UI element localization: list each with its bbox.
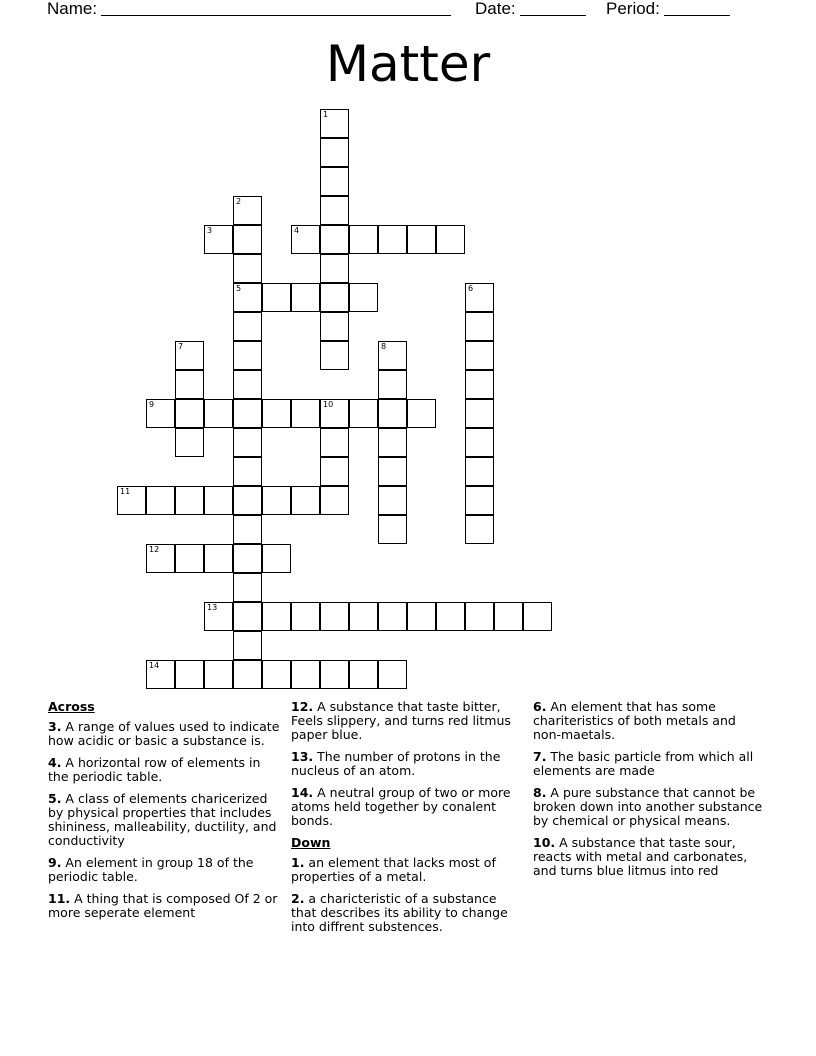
clue-item [48,892,280,920]
grid-cell[interactable] [233,341,262,370]
page-title: Matter [325,35,491,93]
grid-cell[interactable] [233,544,262,573]
clue-item [48,756,280,784]
clue-number: 1 [323,110,329,119]
clue-item-number: 4. [48,755,62,770]
grid-cell[interactable] [291,660,320,689]
grid-cell[interactable] [291,399,320,428]
grid-cell[interactable] [378,602,407,631]
grid-cell[interactable] [175,341,204,370]
grid-cell[interactable] [320,196,349,225]
clue-item-text: A thing that is composed Of 2 or more seperate element [48,891,278,920]
grid-cell[interactable] [175,660,204,689]
grid-cell[interactable] [320,225,349,254]
grid-cell[interactable] [436,602,465,631]
grid-cell[interactable] [291,486,320,515]
clues-column-1 [48,700,280,928]
clue-item-number: 12. [291,699,314,714]
down-heading: Down [291,835,331,850]
grid-cell[interactable] [146,399,175,428]
grid-cell[interactable] [465,341,494,370]
grid-cell[interactable] [175,399,204,428]
grid-cell[interactable] [349,602,378,631]
clue-item [48,856,280,884]
clue-number: 12 [149,545,160,554]
grid-cell[interactable] [204,544,233,573]
clue-item-text: A substance that taste sour, reacts with metal and carbonates, and turns blue litmus into red [533,835,748,878]
clue-number: 6 [468,284,474,293]
grid-cell[interactable] [465,283,494,312]
clue-item-text: a charicteristic of a substance that describes its ability to change into diffrent substences. [291,891,508,934]
clue-item [533,700,765,742]
grid-cell[interactable] [378,399,407,428]
clue-item [291,700,523,742]
grid-cell[interactable] [262,544,291,573]
clue-item-number: 5. [48,791,62,806]
clue-item-text: A class of elements charicerized by physical properties that includes shininess, malleability, ductility, and conductivity [48,791,277,848]
grid-cell[interactable] [465,428,494,457]
across-heading: Across [48,699,95,714]
grid-cell[interactable] [233,370,262,399]
clues-column-3 [533,700,765,886]
clue-item [291,892,523,934]
grid-cell[interactable] [494,602,523,631]
clue-number: 10 [323,400,334,409]
grid-cell[interactable] [233,486,262,515]
grid-cell[interactable] [204,225,233,254]
grid-cell[interactable] [146,486,175,515]
grid-cell[interactable] [320,602,349,631]
clue-item [533,750,765,778]
grid-cell[interactable] [204,399,233,428]
grid-cell[interactable] [233,457,262,486]
grid-cell[interactable] [465,515,494,544]
clue-item [533,836,765,878]
grid-cell[interactable] [407,225,436,254]
grid-cell[interactable] [465,486,494,515]
grid-cell[interactable] [233,602,262,631]
clue-item-text: A neutral group of two or more atoms held together by conalent bonds. [291,785,511,828]
clue-item-number: 6. [533,699,547,714]
grid-cell[interactable] [204,660,233,689]
clue-item-number: 7. [533,749,547,764]
grid-cell[interactable] [320,660,349,689]
grid-cell[interactable] [320,254,349,283]
clue-item [533,786,765,828]
clue-item-text: The number of protons in the nucleus of an atom. [291,749,501,778]
grid-cell[interactable] [378,370,407,399]
grid-cell[interactable] [465,602,494,631]
clue-number: 14 [149,661,160,670]
clue-item [291,856,523,884]
clue-item-number: 9. [48,855,62,870]
clue-number: 9 [149,400,155,409]
clue-number: 3 [207,226,213,235]
grid-cell[interactable] [378,660,407,689]
grid-cell[interactable] [233,254,262,283]
clue-number: 13 [207,603,218,612]
grid-cell[interactable] [233,660,262,689]
clue-item-text: The basic particle from which all elements are made [533,749,754,778]
grid-cell[interactable] [262,486,291,515]
grid-cell[interactable] [146,660,175,689]
grid-cell[interactable] [175,486,204,515]
grid-cell[interactable] [523,602,552,631]
clue-item [291,750,523,778]
grid-cell[interactable] [233,428,262,457]
clue-item-number: 10. [533,835,556,850]
grid-cell[interactable] [262,602,291,631]
clue-number: 4 [294,226,300,235]
grid-cell[interactable] [320,167,349,196]
grid-cell[interactable] [349,399,378,428]
grid-cell[interactable] [175,370,204,399]
clue-number: 8 [381,342,387,351]
clue-item-number: 3. [48,719,62,734]
grid-cell[interactable] [204,486,233,515]
clue-item-text: A substance that taste bitter, Feels slippery, and turns red litmus paper blue. [291,699,511,742]
grid-cell[interactable] [204,602,233,631]
grid-cell[interactable] [146,544,175,573]
grid-cell[interactable] [262,660,291,689]
clue-item-number: 1. [291,855,305,870]
grid-cell[interactable] [175,428,204,457]
grid-cell[interactable] [291,602,320,631]
clues-column-2 [291,700,523,942]
grid-cell[interactable] [233,312,262,341]
clue-item [291,786,523,828]
grid-cell[interactable] [320,399,349,428]
grid-cell[interactable] [465,457,494,486]
grid-cell[interactable] [320,138,349,167]
clue-number: 2 [236,197,242,206]
clue-number: 11 [120,487,131,496]
name-label: Name: [47,0,98,18]
clue-item-number: 2. [291,891,305,906]
grid-cell[interactable] [349,225,378,254]
grid-cell[interactable] [320,312,349,341]
grid-cell[interactable] [349,283,378,312]
clue-item-number: 11. [48,891,71,906]
grid-cell[interactable] [291,225,320,254]
grid-cell[interactable] [233,225,262,254]
grid-cell[interactable] [320,486,349,515]
grid-cell[interactable] [407,399,436,428]
grid-cell[interactable] [233,283,262,312]
clue-item-text: An element that has some chariteristics of both metals and non-maetals. [533,699,736,742]
clue-item-text: A pure substance that cannot be broken down into another substance by chemical or physical means. [533,785,763,828]
period-label: Period: [606,0,660,18]
grid-cell[interactable] [465,312,494,341]
grid-cell[interactable] [233,399,262,428]
grid-cell[interactable] [233,631,262,660]
clue-item-number: 13. [291,749,314,764]
grid-cell[interactable] [407,602,436,631]
grid-cell[interactable] [320,341,349,370]
grid-cell[interactable] [378,486,407,515]
grid-cell[interactable] [436,225,465,254]
grid-cell[interactable] [320,283,349,312]
grid-cell[interactable] [378,341,407,370]
grid-cell[interactable] [465,370,494,399]
grid-cell[interactable] [378,428,407,457]
grid-cell[interactable] [175,544,204,573]
clue-number: 5 [236,284,242,293]
grid-cell[interactable] [320,109,349,138]
grid-cell[interactable] [117,486,146,515]
grid-cell[interactable] [320,457,349,486]
grid-cell[interactable] [465,399,494,428]
grid-cell[interactable] [262,283,291,312]
grid-cell[interactable] [320,428,349,457]
grid-cell[interactable] [233,196,262,225]
clue-item-text: an element that lacks most of properties of a metal. [291,855,496,884]
grid-cell[interactable] [291,283,320,312]
grid-cell[interactable] [378,225,407,254]
clue-item-text: A horizontal row of elements in the periodic table. [48,755,261,784]
grid-cell[interactable] [233,573,262,602]
date-label: Date: [475,0,516,18]
grid-cell[interactable] [233,515,262,544]
grid-cell[interactable] [349,660,378,689]
clue-number: 7 [178,342,184,351]
clue-item-text: An element in group 18 of the periodic table. [48,855,254,884]
grid-cell[interactable] [378,515,407,544]
grid-cell[interactable] [378,457,407,486]
clue-item-text: A range of values used to indicate how acidic or basic a substance is. [48,719,280,748]
clue-item-number: 8. [533,785,547,800]
clue-item [48,720,280,748]
clue-item-number: 14. [291,785,314,800]
clue-item [48,792,280,848]
grid-cell[interactable] [262,399,291,428]
